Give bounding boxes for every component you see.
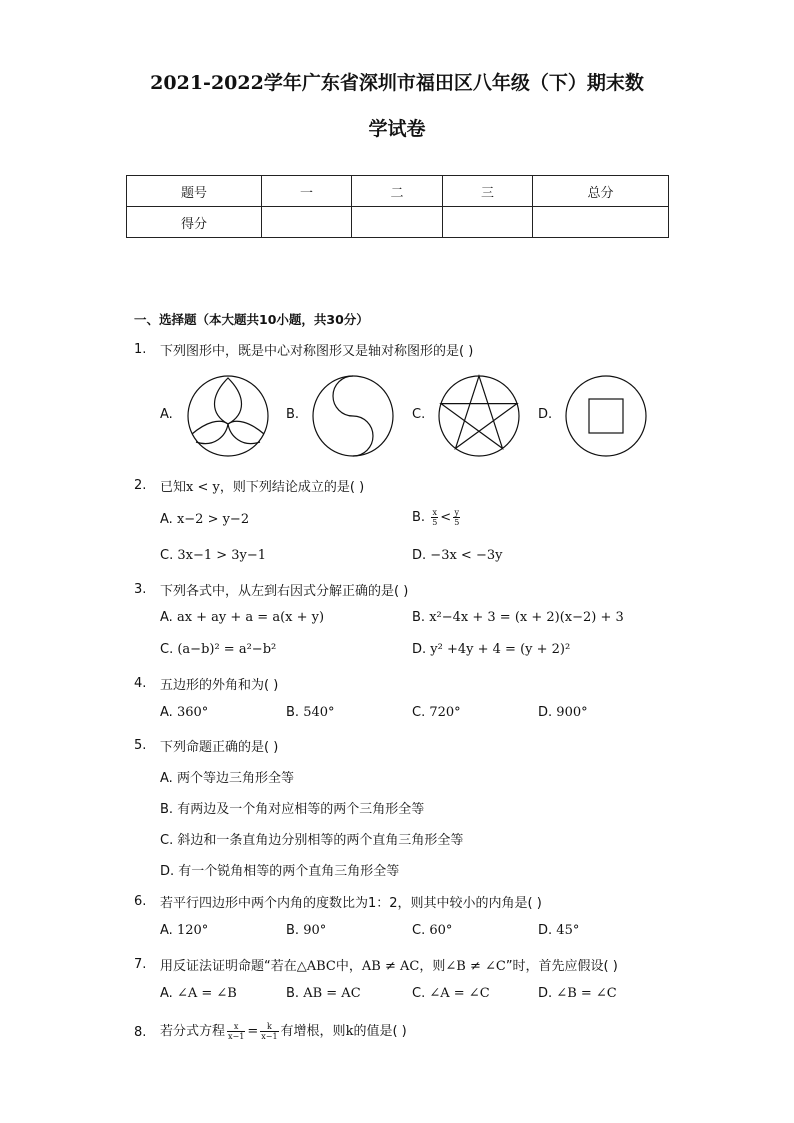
- option-c: [160, 548, 266, 563]
- option-c: [412, 705, 461, 720]
- question-math: x < y: [186, 480, 220, 495]
- option-math: 720°: [429, 705, 461, 720]
- title-line-1: 2021-2022学年广东省深圳市福田区八年级（下）期末数: [150, 72, 644, 94]
- option-math: ∠A = ∠B: [176, 986, 237, 1001]
- option-text: 两个等边三角形全等: [176, 771, 294, 786]
- option-math: 90°: [303, 923, 327, 938]
- option-a: [160, 512, 249, 527]
- option-text: 有一个锐角相等的两个直角三角形全等: [178, 864, 400, 879]
- section-heading: 一、选择题（本大题共10小题，共30分）: [134, 312, 369, 327]
- fraction-numerator: k: [260, 1022, 278, 1032]
- option-label: D.: [538, 705, 553, 720]
- option-d: [160, 860, 399, 879]
- option-d: [412, 642, 570, 657]
- question-number: 7.: [134, 957, 147, 972]
- question-number: 8.: [134, 1025, 147, 1040]
- option-math: ∠A = ∠C: [429, 986, 490, 1001]
- question-number: 1.: [134, 342, 147, 357]
- fraction: [431, 508, 438, 527]
- yin-yang-circle-figure: [311, 374, 395, 458]
- score-cell: [443, 207, 533, 238]
- score-cell: [262, 207, 352, 238]
- option-a: [160, 923, 208, 938]
- option-b: [160, 798, 424, 817]
- question-text-post: ，则下列结论成立的是( ): [219, 480, 365, 495]
- option-c: [412, 923, 452, 938]
- option-label: D.: [538, 923, 553, 938]
- option-b: [286, 923, 326, 938]
- option-math: y² +4y + 4 = (y + 2)²: [430, 642, 571, 657]
- option-label: C.: [160, 833, 174, 848]
- option-label: B.: [286, 407, 300, 422]
- option-label: C.: [160, 642, 174, 657]
- option-a: [160, 767, 294, 786]
- score-cell: [352, 207, 443, 238]
- option-b: [412, 508, 462, 527]
- fraction-denominator: 5: [432, 518, 438, 527]
- option-math: (a−b)² = a²−b²: [177, 642, 277, 657]
- option-label: A.: [160, 705, 173, 720]
- option-label: C.: [412, 923, 426, 938]
- option-label: D.: [412, 642, 427, 657]
- question-text: 下列图形中，既是中心对称图形又是轴对称图形的是( ): [160, 344, 474, 359]
- option-label: B.: [412, 610, 426, 625]
- fraction-numerator: y: [454, 508, 460, 517]
- score-header-cell: 三: [443, 176, 533, 207]
- question-math: △ABC: [296, 959, 336, 974]
- option-label: C.: [412, 986, 426, 1001]
- option-label: D.: [160, 864, 175, 879]
- option-c: [412, 986, 490, 1001]
- option-label: C.: [412, 705, 426, 720]
- option-label: B.: [286, 923, 300, 938]
- question-text: 下列各式中，从左到右因式分解正确的是( ): [160, 584, 409, 599]
- score-header-cell: 二: [352, 176, 443, 207]
- option-d: [538, 923, 579, 938]
- fraction-denominator: x−1: [261, 1032, 278, 1041]
- question-math: ∠B ≠ ∠C: [445, 959, 506, 974]
- title-line-2: 学试卷: [368, 118, 426, 140]
- option-label: D.: [538, 407, 553, 422]
- option-math: ax + ay + a = a(x + y): [176, 610, 325, 625]
- question-number: 3.: [134, 582, 147, 597]
- option-math: ∠B = ∠C: [556, 986, 617, 1001]
- option-b: [412, 610, 624, 625]
- option-label: C.: [412, 407, 426, 422]
- question-number: 2.: [134, 478, 147, 493]
- option-d: [538, 705, 588, 720]
- question-text-pre: 已知: [160, 480, 187, 495]
- score-header-cell: 题号: [127, 176, 262, 207]
- option-a: [160, 610, 324, 625]
- option-math: x²−4x + 3 = (x + 2)(x−2) + 3: [429, 610, 624, 625]
- option-d: [412, 548, 502, 563]
- question-text-post: 的值是( ): [353, 1024, 407, 1039]
- option-c: [160, 829, 463, 848]
- question-text: [160, 1020, 407, 1041]
- option-math: 360°: [176, 705, 209, 720]
- option-math: 900°: [556, 705, 588, 720]
- option-text: 有两边及一个角对应相等的两个三角形全等: [177, 802, 425, 817]
- option-label: B.: [160, 802, 174, 817]
- fraction: [453, 508, 460, 527]
- question-text: [160, 476, 364, 495]
- option-label: A.: [160, 512, 173, 527]
- option-label: B.: [286, 705, 300, 720]
- option-label: A.: [160, 610, 173, 625]
- option-label: A.: [160, 986, 173, 1001]
- option-label: A.: [160, 407, 173, 422]
- score-table-score-row: [127, 207, 669, 238]
- score-header-cell: 总分: [533, 176, 669, 207]
- question-number: 4.: [134, 676, 147, 691]
- option-label: C.: [160, 548, 174, 563]
- score-table-header-row: [127, 176, 669, 207]
- question-text-mid: 有增根，则: [280, 1024, 346, 1039]
- fraction: [227, 1022, 245, 1041]
- score-row-label: 得分: [127, 207, 262, 238]
- option-a: [160, 986, 237, 1001]
- option-math: x−2 > y−2: [176, 512, 250, 527]
- fraction-denominator: x−1: [228, 1032, 245, 1041]
- option-c: [160, 642, 276, 657]
- option-math: −3x < −3y: [430, 548, 503, 563]
- question-text: [160, 955, 618, 974]
- question-math: AB ≠ AC: [361, 959, 420, 974]
- question-text-pre: 若分式方程: [160, 1024, 226, 1039]
- option-label: D.: [538, 986, 553, 1001]
- question-text-pre: 用反证法证明命题“若在: [160, 959, 297, 974]
- fraction-numerator: x: [432, 508, 437, 517]
- pentagram-circle-figure: [437, 374, 521, 458]
- comparison-operator: <: [440, 510, 452, 525]
- square-in-circle-figure: [564, 374, 648, 458]
- question-number: 6.: [134, 894, 147, 909]
- option-math: 120°: [176, 923, 209, 938]
- question-math: k: [345, 1024, 354, 1039]
- question-text-mid: ，则: [419, 959, 446, 974]
- option-a: [160, 705, 208, 720]
- option-label: B.: [286, 986, 300, 1001]
- option-b: [286, 986, 361, 1001]
- option-math: 3x−1 > 3y−1: [177, 548, 267, 563]
- question-text: 五边形的外角和为( ): [160, 678, 279, 693]
- score-header-cell: 一: [262, 176, 352, 207]
- fraction-numerator: x: [227, 1022, 245, 1032]
- option-math: 540°: [303, 705, 335, 720]
- option-text: 斜边和一条直角边分别相等的两个直角三角形全等: [177, 833, 464, 848]
- question-number: 5.: [134, 738, 147, 753]
- option-label: A.: [160, 771, 173, 786]
- option-d: [538, 986, 617, 1001]
- three-petal-circle-figure: [186, 374, 270, 458]
- option-math: 60°: [429, 923, 453, 938]
- fraction-denominator: 5: [454, 518, 460, 527]
- option-math: 45°: [556, 923, 580, 938]
- score-cell: [533, 207, 669, 238]
- option-label: A.: [160, 923, 173, 938]
- option-label: D.: [412, 548, 427, 563]
- score-table: [126, 175, 669, 238]
- option-label: B.: [412, 510, 426, 525]
- question-text: 下列命题正确的是( ): [160, 740, 279, 755]
- equals-sign: =: [247, 1024, 259, 1039]
- option-b: [286, 705, 335, 720]
- question-text-post: ”时，首先应假设( ): [505, 959, 618, 974]
- fraction: [260, 1022, 278, 1041]
- option-math: AB = AC: [303, 986, 361, 1001]
- question-text: 若平行四边形中两个内角的度数比为1：2，则其中较小的内角是( ): [160, 896, 542, 911]
- question-text-mid: 中，: [335, 959, 362, 974]
